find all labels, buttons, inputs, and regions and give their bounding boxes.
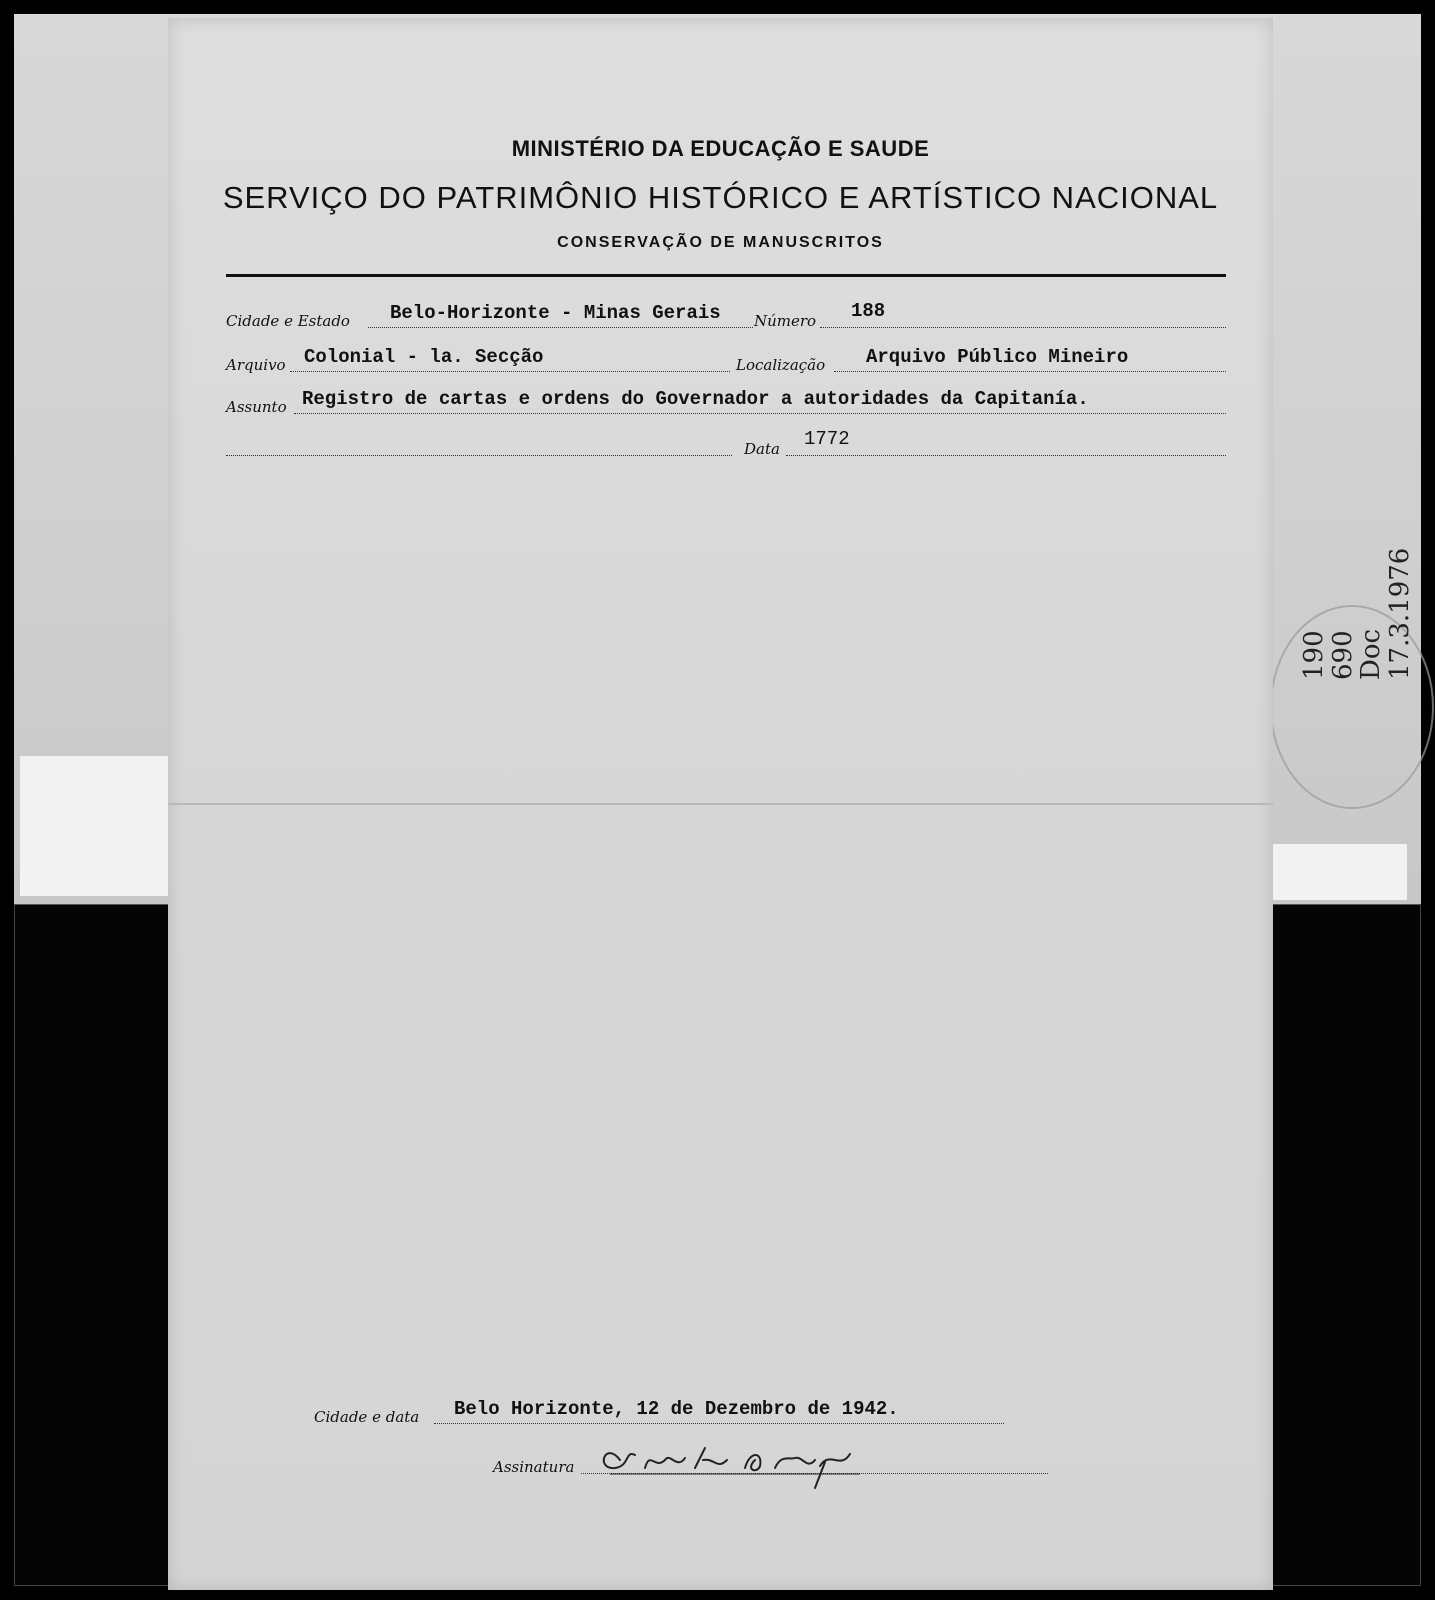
signature-label: Assinatura: [493, 1458, 575, 1476]
subject-row: [226, 386, 1226, 416]
city-state-label: Cidade e Estado: [226, 312, 350, 330]
dotted-line: [290, 371, 730, 372]
dotted-line: [226, 455, 732, 456]
city-state-row: [226, 300, 1226, 330]
side-annotation-line: 690: [1327, 630, 1358, 680]
service-heading: SERVIÇO DO PATRIMÔNIO HISTÓRICO E ARTÍSTICO NACIONAL: [222, 180, 1219, 215]
division-heading: CONSERVAÇÃO DE MANUSCRITOS: [557, 234, 884, 251]
side-annotation-line: Doc: [1356, 628, 1387, 680]
side-annotation-line: 190: [1299, 630, 1329, 680]
city-state-value: Belo-Horizonte - Minas Gerais: [390, 302, 721, 324]
dotted-line: [368, 327, 753, 328]
subject-label: Assunto: [226, 398, 287, 416]
date-row: [226, 428, 1226, 458]
dotted-line: [434, 1423, 1004, 1424]
archive-value: Colonial - la. Secção: [304, 346, 544, 368]
label-strip-left: [20, 756, 180, 896]
city-date-value: Belo Horizonte, 12 de Dezembro de 1942.: [454, 1398, 899, 1420]
subject-value: Registro de cartas e ordens do Governador a autoridades da Capitanía.: [302, 388, 1089, 410]
city-date-label: Cidade e data: [314, 1408, 420, 1426]
fold-line: [168, 803, 1273, 805]
side-annotation: [1300, 548, 1414, 680]
archive-row: [226, 344, 1226, 374]
number-value: 188: [851, 300, 886, 322]
city-date-row: [314, 1396, 1004, 1426]
ministry-heading: MINISTÉRIO DA EDUCAÇÃO E SAUDE: [511, 136, 930, 161]
number-label: Número: [754, 312, 817, 330]
dotted-line: [820, 327, 1226, 328]
dotted-line: [786, 455, 1226, 456]
location-value: Arquivo Público Mineiro: [866, 346, 1129, 368]
form-sheet: [168, 18, 1273, 1590]
label-strip-right: [1257, 844, 1407, 900]
header-rule: [226, 274, 1226, 277]
location-label: Localização: [736, 356, 826, 374]
date-value: 1772: [804, 428, 850, 450]
archive-label: Arquivo: [226, 356, 286, 374]
handwritten-signature: [445, 1430, 865, 1490]
date-label: Data: [744, 440, 780, 458]
dotted-line: [294, 413, 1226, 414]
dotted-line: [834, 371, 1226, 372]
side-annotation-line: 17.3.1976: [1384, 547, 1415, 680]
